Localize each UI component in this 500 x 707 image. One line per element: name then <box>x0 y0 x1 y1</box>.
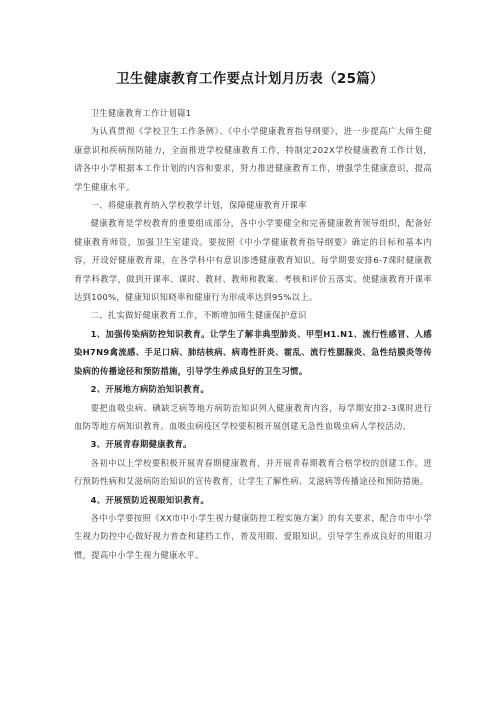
intro-paragraph: 为认真贯彻《学校卫生工作条例》、《中小学健康教育指导纲要》，进一步提高广大师生健康意识和疾病预防能力，全面推进学校健康教育工作，特制定202X学校健康教育工作计划，请各中小学根据本工作计划的内容和要求，努力推进健康教育工作，增强学生健康意识，提高学生健康水平。 <box>74 126 432 192</box>
document-title: 卫生健康教育工作要点计划月历表（25篇） <box>116 71 384 87</box>
body-paragraph: 要把血吸虫病、碘缺乏病等地方病防治知识列入健康教育内容，每学期安排2-3课时进行血防等地方病知识教育。血吸虫病疫区学校要积极开展创建无急性血吸虫病人学校活动。 <box>74 402 432 431</box>
body-paragraph: 健康教育是学校教育的重要组成部分，各中小学要健全和完善健康教育领导组织，配备好健康教育师资，加强卫生室建设。要按照《中小学健康教育指导纲要》确定的目标和基本内容，开设好健康教育课，在各学科中有意识渗透健康教育知识。每学期要安排6-7课时健康教育学科教学，做到开课率、课时、教材、教师和教案、考核和评价五落实。使健康教育开课率达到100%，健康知识知晓率和健康行为形成率达到95%以上。 <box>74 218 432 303</box>
section-heading: 二、扎实做好健康教育工作，不断增加师生健康保护意识 <box>90 310 307 321</box>
subsection-heading: 2、开展地方病防治知识教育。 <box>90 384 210 395</box>
subsection-heading: 3、开展青春期健康教育。 <box>90 439 192 450</box>
body-paragraph: 1、加强传染病防控知识教育。让学生了解非典型肺炎、甲型H1.N1、流行性感冒、人感染H7N9禽流感、手足口病、肺结核病、病毒性肝炎、霍乱、流行性腮腺炎、急性结膜炎等传染病的传播途径和预防措施，引导学生养成良好的卫生习惯。 <box>74 328 432 376</box>
section-heading: 一、将健康教育纳入学校教学计划，保障健康教育开课率 <box>90 200 307 211</box>
document-body <box>74 104 432 564</box>
body-paragraph: 各中小学要按照《XX市中小学生视力健康防控工程实施方案》的有关要求，配合市中小学生视力防控中心做好视力普查和建档工作，普及用眼、爱眼知识，引导学生养成良好的用眼习惯，提高中小学生视力健康水平。 <box>74 512 432 560</box>
body-paragraph: 各初中以上学校要积极开展青春期健康教育，并开展青春期教育合格学校的创建工作。进行预防性病和艾滋病防治知识的宣传教育，让学生了解性病、艾滋病等传播途径和预防措施。 <box>74 457 432 487</box>
section-heading: 卫生健康教育工作计划篇1 <box>90 108 192 118</box>
subsection-heading: 4、开展预防近视眼知识教育。 <box>90 494 210 505</box>
